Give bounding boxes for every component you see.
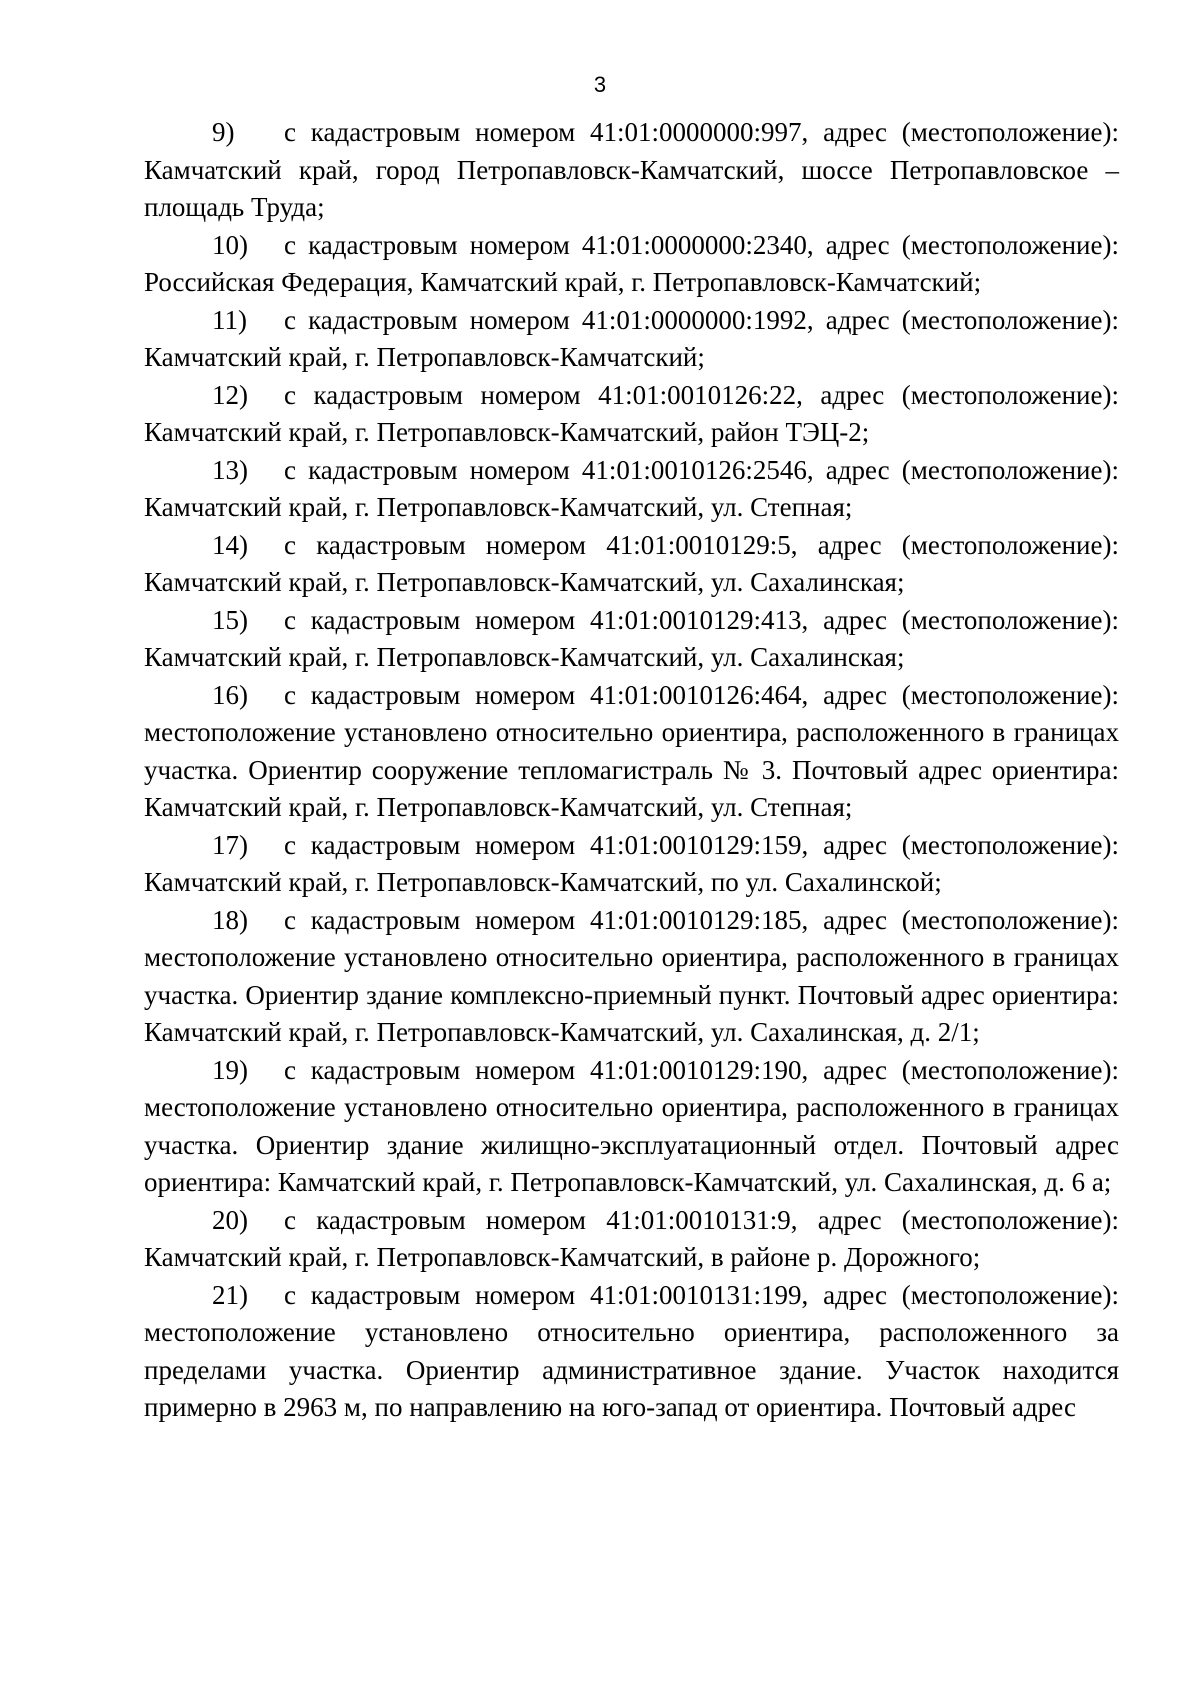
item-number: 19) bbox=[212, 1054, 248, 1085]
item-number: 13) bbox=[212, 454, 248, 485]
item-number: 18) bbox=[212, 904, 248, 935]
list-item bbox=[144, 527, 1119, 602]
item-text: с кадастровым номером 41:01:0000000:997, адрес (местоположение): Камчатский край, город Петропавловск-Камчатский, шоссе Петропавловское – площадь Труда; bbox=[144, 117, 1119, 222]
list-item bbox=[144, 377, 1119, 452]
item-text: с кадастровым номером 41:01:0010129:190, адрес (местоположение): местоположение установлено относительно ориентира, расположенного в границах участка. Ориентир здание жилищно-эксплуатационный отдел. Почтовый адрес ориентира: Камчатский край, г. Петропавловск-Камчатский, ул. Сахалинская, д. 6 а; bbox=[144, 1054, 1119, 1197]
list-item bbox=[144, 1202, 1119, 1277]
list-item bbox=[144, 1052, 1119, 1202]
item-number: 9) bbox=[212, 117, 235, 147]
item-text: с кадастровым номером 41:01:0010126:464, адрес (местоположение): местоположение установлено относительно ориентира, расположенного в границах участка. Ориентир сооружение тепломагистраль № 3. Почтовый адрес ориентира: Камчатский край, г. Петропавловск-Камчатский, ул. Степная; bbox=[144, 679, 1119, 822]
item-text: с кадастровым номером 41:01:0000000:2340, адрес (местоположение): Российская Федерация, Камчатский край, г. Петропавловск-Камчатский; bbox=[144, 229, 1119, 297]
item-number: 16) bbox=[212, 679, 248, 710]
item-text: с кадастровым номером 41:01:0010129:5, адрес (местоположение): Камчатский край, г. Петропавловск-Камчатский, ул. Сахалинская; bbox=[144, 529, 1119, 597]
item-number: 21) bbox=[212, 1279, 248, 1310]
document-body bbox=[144, 114, 1119, 1427]
item-number: 11) bbox=[212, 304, 247, 335]
page-number: 3 bbox=[593, 72, 607, 97]
list-item bbox=[144, 602, 1119, 677]
list-item bbox=[144, 114, 1119, 227]
item-number: 20) bbox=[212, 1204, 248, 1235]
list-item bbox=[144, 827, 1119, 902]
item-text: с кадастровым номером 41:01:0010129:185, адрес (местоположение): местоположение установлено относительно ориентира, расположенного в границах участка. Ориентир здание комплексно-приемный пункт. Почтовый адрес ориентира: Камчатский край, г. Петропавловск-Камчатский, ул. Сахалинская, д. 2/1; bbox=[144, 904, 1119, 1047]
item-number: 17) bbox=[212, 829, 248, 860]
list-item bbox=[144, 677, 1119, 827]
item-text: с кадастровым номером 41:01:0010129:413, адрес (местоположение): Камчатский край, г. Петропавловск-Камчатский, ул. Сахалинская; bbox=[144, 604, 1119, 672]
list-item bbox=[144, 302, 1119, 377]
item-number: 12) bbox=[212, 379, 248, 410]
list-item bbox=[144, 1277, 1119, 1427]
item-text: с кадастровым номером 41:01:0010126:2546, адрес (местоположение): Камчатский край, г. Петропавловск-Камчатский, ул. Степная; bbox=[144, 454, 1119, 522]
item-text: с кадастровым номером 41:01:0010126:22, адрес (местоположение): Камчатский край, г. Петропавловск-Камчатский, район ТЭЦ-2; bbox=[144, 379, 1119, 447]
item-text: с кадастровым номером 41:01:0000000:1992, адрес (местоположение): Камчатский край, г. Петропавловск-Камчатский; bbox=[144, 304, 1119, 372]
item-number: 14) bbox=[212, 529, 248, 560]
list-item bbox=[144, 902, 1119, 1052]
item-number: 10) bbox=[212, 229, 248, 260]
item-text: с кадастровым номером 41:01:0010131:199, адрес (местоположение): местоположение установлено относительно ориентира, расположенного за пределами участка. Ориентир административное здание. Участок находится примерно в 2963 м, по направлению на юго-запад от ориентира. Почтовый адрес bbox=[144, 1279, 1119, 1422]
item-text: с кадастровым номером 41:01:0010131:9, адрес (местоположение): Камчатский край, г. Петропавловск-Камчатский, в районе р. Дорожного; bbox=[144, 1204, 1119, 1272]
list-item bbox=[144, 227, 1119, 302]
item-text: с кадастровым номером 41:01:0010129:159, адрес (местоположение): Камчатский край, г. Петропавловск-Камчатский, по ул. Сахалинской; bbox=[144, 829, 1119, 897]
item-number: 15) bbox=[212, 604, 248, 635]
list-item bbox=[144, 452, 1119, 527]
